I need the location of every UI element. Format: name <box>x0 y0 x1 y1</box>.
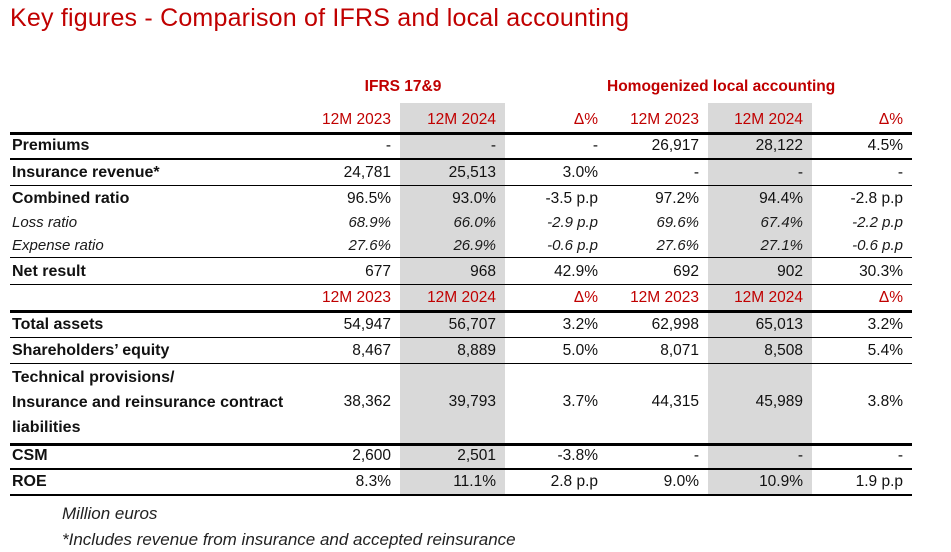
row-label: Net result <box>10 257 310 284</box>
cell-value: 54,947 <box>310 311 400 337</box>
cell-value: 65,013 <box>708 311 812 337</box>
slide <box>0 4 951 552</box>
cell-value: 1.9 p.p <box>812 469 912 495</box>
cell-value: 2,501 <box>400 444 505 469</box>
cell-value: 42.9% <box>505 257 607 284</box>
column-header: 12M 2023 <box>310 103 400 133</box>
cell-value: 8,071 <box>607 337 708 363</box>
cell-value: 97.2% <box>655 190 700 207</box>
cell-value: -2.2 p.p <box>852 214 904 231</box>
column-header: 12M 2023 <box>607 103 708 133</box>
cell-value: 27.1% <box>708 234 812 257</box>
column-header-row-1 <box>10 103 912 133</box>
spacer-cell <box>10 284 310 311</box>
column-header: 12M 2024 <box>708 103 812 133</box>
cell-value: - <box>505 133 607 159</box>
cell-value: 3.2% <box>505 311 607 337</box>
cell-value: 56,707 <box>400 311 505 337</box>
cell-value: 27.6% <box>310 234 400 257</box>
cell-value: 68.9% <box>348 214 391 231</box>
column-header-row-2 <box>10 284 912 311</box>
row-label-line: Insurance and reinsurance contract <box>12 393 284 411</box>
cell-value: 96.5% <box>347 190 391 207</box>
cell-value: 26,917 <box>607 133 708 159</box>
footnote-asterisk: *Includes revenue from insurance and accepted reinsurance <box>62 530 516 549</box>
cell-value: - <box>812 444 912 469</box>
table-row <box>10 363 912 444</box>
cell-value: -2.9 p.p <box>547 214 599 231</box>
column-header: Δ% <box>812 103 912 133</box>
row-label <box>10 363 310 444</box>
cell-value: -3.5 p.p <box>545 190 599 207</box>
cell-value: 2.8 p.p <box>505 469 607 495</box>
cell-value: - <box>607 444 708 469</box>
cell-value: 94.4% <box>708 185 812 211</box>
cell-value: 11.1% <box>400 469 505 495</box>
cell-value: - <box>310 133 400 159</box>
cell-value: 26.9% <box>400 234 505 257</box>
cell-value: 38,362 <box>310 363 400 444</box>
table-row <box>10 159 912 185</box>
row-label: Expense ratio <box>10 234 310 257</box>
group-header-local: Homogenized local accounting <box>607 78 836 95</box>
cell-value: 8,889 <box>400 337 505 363</box>
cell-value: 28,122 <box>708 133 812 159</box>
cell-value: 8.3% <box>310 469 400 495</box>
footnote-units: Million euros <box>62 504 158 523</box>
row-label: ROE <box>10 469 310 495</box>
cell-value: 62,998 <box>607 311 708 337</box>
cell-value: 9.0% <box>607 469 708 495</box>
cell-value: 44,315 <box>607 363 708 444</box>
cell-value: 3.2% <box>812 311 912 337</box>
cell-value: -0.6 p.p <box>505 234 607 257</box>
column-header: Δ% <box>505 103 607 133</box>
row-label: Shareholders’ equity <box>10 337 310 363</box>
cell-value: 27.6% <box>607 234 708 257</box>
cell-value: 67.4% <box>708 211 812 234</box>
cell-value: -0.6 p.p <box>812 234 912 257</box>
cell-value: - <box>708 159 812 185</box>
column-header: 12M 2023 <box>310 284 400 311</box>
row-label: Premiums <box>10 133 310 159</box>
cell-value: 2,600 <box>310 444 400 469</box>
spacer-cell <box>505 77 607 103</box>
cell-value: 8,508 <box>708 337 812 363</box>
cell-value: 5.4% <box>812 337 912 363</box>
footnotes <box>62 501 951 552</box>
cell-value: -2.8 p.p <box>850 190 904 207</box>
row-label-line: liabilities <box>12 418 81 436</box>
row-label: Insurance revenue* <box>10 159 310 185</box>
column-header: 12M 2024 <box>708 284 812 311</box>
table-row <box>10 133 912 159</box>
cell-value: 4.5% <box>812 133 912 159</box>
cell-value: 677 <box>310 257 400 284</box>
cell-value: 3.0% <box>505 159 607 185</box>
column-header: 12M 2024 <box>400 284 505 311</box>
cell-value: 3.7% <box>505 363 607 444</box>
cell-value: 5.0% <box>505 337 607 363</box>
table-row <box>10 444 912 469</box>
column-header: 12M 2023 <box>607 284 708 311</box>
cell-value: 902 <box>708 257 812 284</box>
group-header-ifrs: IFRS 17&9 <box>364 78 442 95</box>
cell-value: 93.0% <box>400 185 505 211</box>
comparison-table <box>10 77 912 496</box>
cell-value: 45,989 <box>708 363 812 444</box>
cell-value: - <box>812 159 912 185</box>
column-header: Δ% <box>812 284 912 311</box>
table-row <box>10 185 912 211</box>
cell-value: - <box>708 444 812 469</box>
cell-value: 8,467 <box>310 337 400 363</box>
cell-value: 30.3% <box>812 257 912 284</box>
cell-value: 24,781 <box>310 159 400 185</box>
column-header: 12M 2024 <box>400 103 505 133</box>
cell-value: -3.8% <box>505 444 607 469</box>
row-label: CSM <box>10 444 310 469</box>
table-row <box>10 469 912 495</box>
cell-value: 25,513 <box>400 159 505 185</box>
table-row <box>10 211 912 234</box>
row-label-line: Technical provisions/ <box>12 368 175 386</box>
cell-value: 10.9% <box>708 469 812 495</box>
table-row <box>10 311 912 337</box>
row-label: Total assets <box>10 311 310 337</box>
table-row <box>10 337 912 363</box>
row-label: Combined ratio <box>12 190 130 207</box>
table-row <box>10 234 912 257</box>
row-label: Loss ratio <box>12 214 78 231</box>
cell-value: - <box>607 159 708 185</box>
cell-value: 3.8% <box>812 363 912 444</box>
cell-value: 69.6% <box>656 214 700 231</box>
spacer-cell <box>10 77 310 103</box>
cell-value: 968 <box>400 257 505 284</box>
column-header: Δ% <box>505 284 607 311</box>
table-row <box>10 257 912 284</box>
spacer-cell <box>10 103 310 133</box>
page-title: Key figures - Comparison of IFRS and local accounting <box>10 4 630 32</box>
cell-value: 66.0% <box>400 211 505 234</box>
cell-value: 692 <box>607 257 708 284</box>
cell-value: 39,793 <box>400 363 505 444</box>
group-header-row <box>10 77 912 103</box>
cell-value: - <box>400 133 505 159</box>
